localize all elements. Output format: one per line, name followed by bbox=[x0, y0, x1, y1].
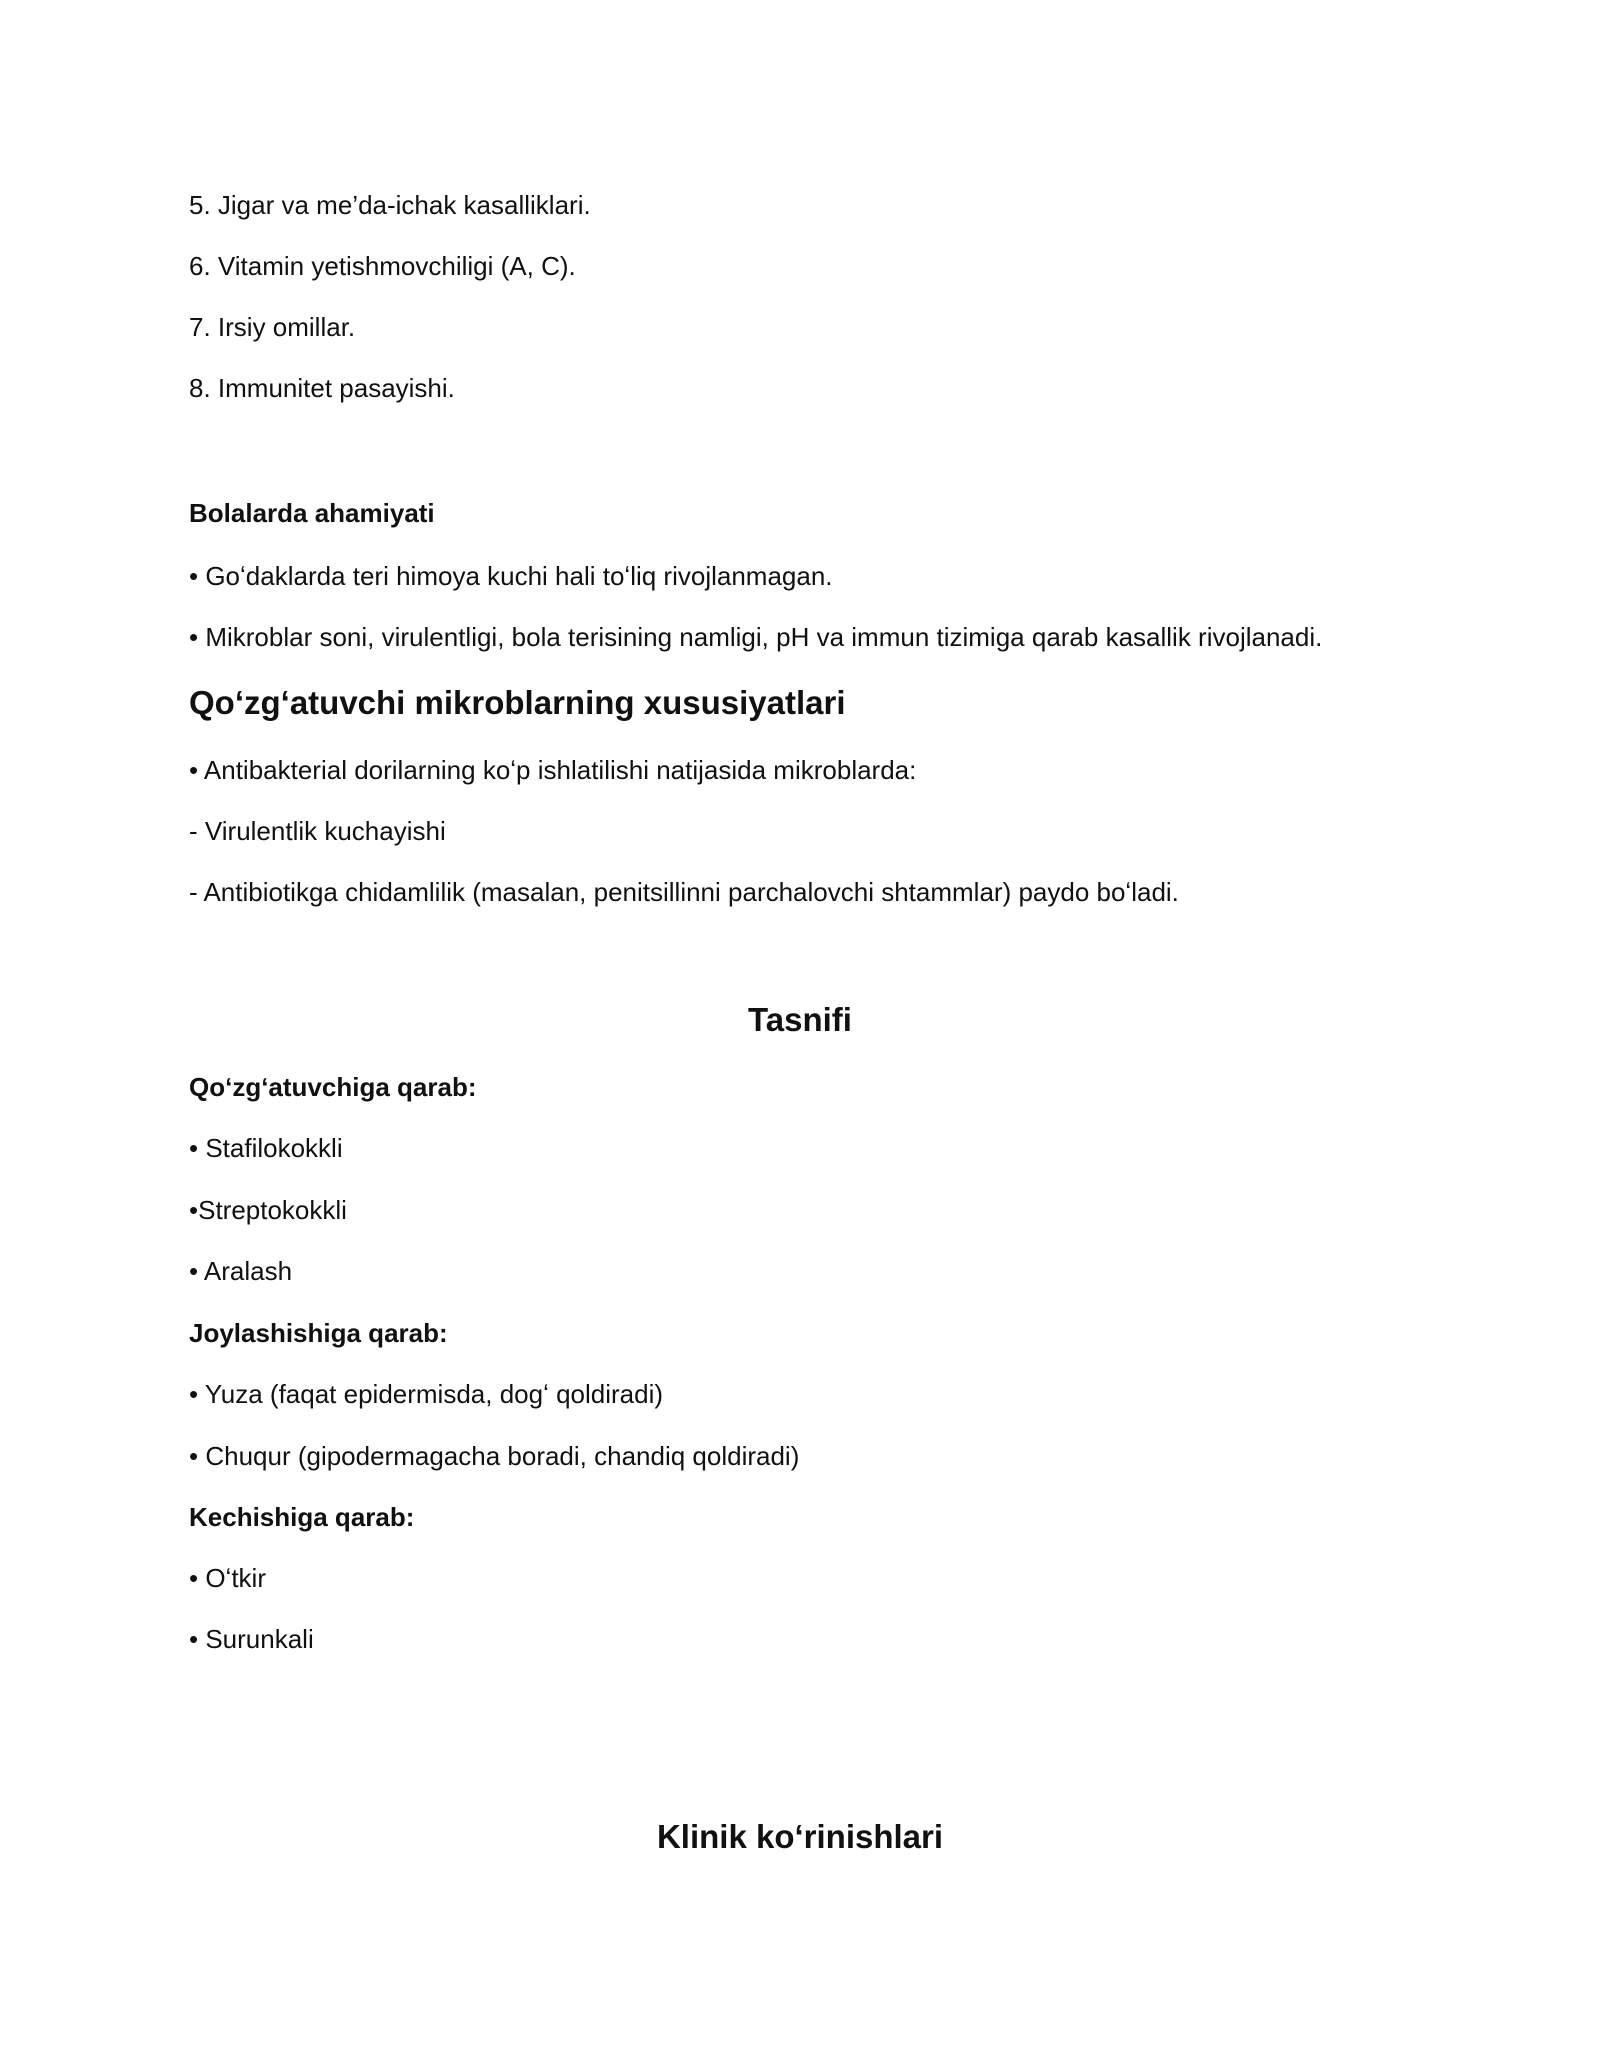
location-item-1: • Yuza (faqat epidermisda, dogʻ qoldiradi) bbox=[189, 1379, 664, 1409]
location-item-2: • Chuqur (gipodermagacha boradi, chandiq qoldiradi) bbox=[189, 1441, 800, 1471]
classification-title: Tasnifi bbox=[748, 1001, 852, 1038]
course-item-2: • Surunkali bbox=[189, 1624, 314, 1654]
agent-item-2: •Streptokokkli bbox=[189, 1195, 347, 1225]
agent-item-3: • Aralash bbox=[189, 1256, 293, 1286]
microbe-section-heading: Qoʻzgʻatuvchi mikroblarning xususiyatlari bbox=[189, 684, 846, 721]
microbe-dash-1: - Virulentlik kuchayishi bbox=[189, 816, 446, 846]
microbe-dash-2: - Antibiotikga chidamlilik (masalan, penitsillinni parchalovchi shtammlar) paydo boʻladi. bbox=[189, 877, 1179, 907]
children-section-heading: Bolalarda ahamiyati bbox=[189, 498, 435, 528]
clinical-section-title: Klinik koʻrinishlari bbox=[656, 1818, 944, 1855]
children-bullet-2: • Mikroblar soni, virulentligi, bola terisining namligi, pH va immun tizimiga qarab kasallik rivojlanadi. bbox=[189, 622, 1323, 652]
classification-by-course-label: Kechishiga qarab: bbox=[189, 1502, 415, 1532]
classification-by-agent-label: Qoʻzgʻatuvchiga qarab: bbox=[189, 1072, 477, 1102]
list-item-7: 7. Irsiy omillar. bbox=[189, 312, 356, 342]
list-item-8: 8. Immunitet pasayishi. bbox=[189, 373, 455, 403]
course-item-1: • Oʻtkir bbox=[189, 1563, 266, 1593]
list-item-5: 5. Jigar va me’da-ichak kasalliklari. bbox=[189, 190, 591, 220]
agent-item-1: • Stafilokokkli bbox=[189, 1133, 343, 1163]
list-item-6: 6. Vitamin yetishmovchiligi (A, C). bbox=[189, 251, 576, 281]
children-bullet-1: • Goʻdaklarda teri himoya kuchi hali toʻliq rivojlanmagan. bbox=[189, 561, 833, 591]
microbe-bullet-1: • Antibakterial dorilarning koʻp ishlatilishi natijasida mikroblarda: bbox=[189, 755, 917, 785]
classification-by-location-label: Joylashishiga qarab: bbox=[189, 1318, 448, 1348]
